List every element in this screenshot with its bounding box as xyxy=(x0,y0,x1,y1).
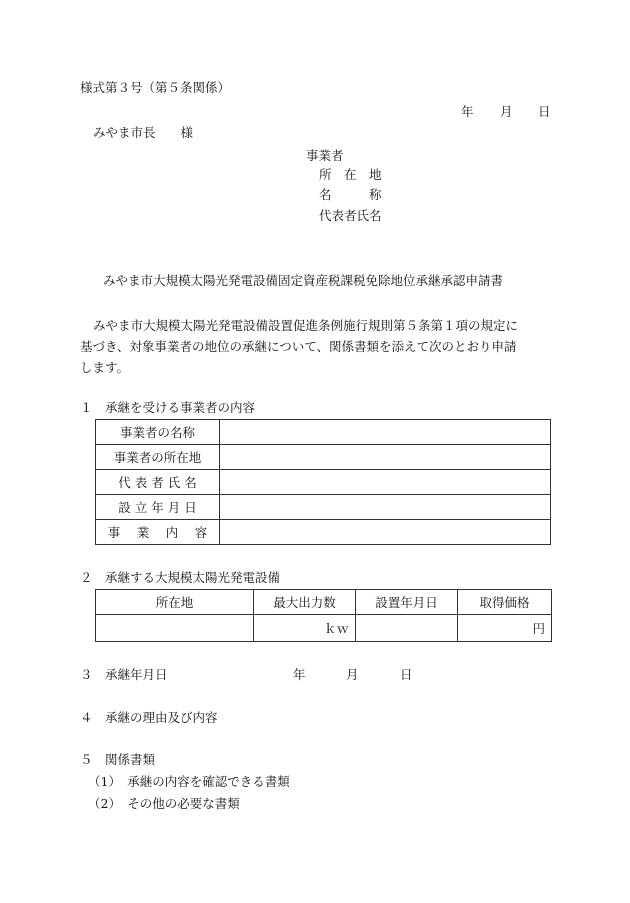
column-header-max-output: 最大出力数 xyxy=(254,590,356,615)
column-header-acquisition-price: 取得価格 xyxy=(458,590,552,615)
date-day-label: 日 xyxy=(538,104,551,119)
related-document-item: （1） 承継の内容を確認できる書類 xyxy=(88,774,290,789)
succession-month-label: 月 xyxy=(346,667,359,682)
table-value-cell[interactable] xyxy=(220,495,551,520)
table-label-cell: 設 立 年 月 日 xyxy=(96,495,220,520)
succession-year-label: 年 xyxy=(293,667,306,682)
acquisition-price-cell[interactable]: 円 xyxy=(458,615,552,642)
table-value-cell[interactable] xyxy=(220,470,551,495)
related-document-item: （2） その他の必要な書類 xyxy=(88,796,240,811)
table-row xyxy=(96,420,551,445)
body-line-2: 基づき、対象事業者の地位の承継について、関係書類を添えて次のとおり申請 xyxy=(80,339,517,354)
body-line-1: みやま市大規模太陽光発電設備設置促進条例施行規則第５条第１項の規定に xyxy=(93,318,519,333)
section-4-heading: ４ 承継の理由及び内容 xyxy=(80,710,218,725)
table-header-row xyxy=(96,590,552,615)
body-line-3: します。 xyxy=(80,360,130,375)
table-value-cell[interactable] xyxy=(220,520,551,545)
succession-day-label: 日 xyxy=(400,667,413,682)
date-year-label: 年 xyxy=(461,104,474,119)
form-number: 様式第３号（第５条関係） xyxy=(80,80,231,95)
table-value-cell[interactable] xyxy=(220,420,551,445)
section-3-heading: ３ 承継年月日 xyxy=(80,667,168,682)
applicant-name-label: 名 称 xyxy=(319,187,382,202)
table-row xyxy=(96,495,551,520)
column-header-location: 所在地 xyxy=(96,590,254,615)
table-label-cell: 事 業 内 容 xyxy=(96,520,220,545)
table-row xyxy=(96,445,551,470)
date-month-label: 月 xyxy=(500,104,513,119)
install-date-cell[interactable] xyxy=(356,615,458,642)
column-header-install-date: 設置年月日 xyxy=(356,590,458,615)
table-label-cell: 事業者の所在地 xyxy=(96,445,220,470)
section-5-heading: ５ 関係書類 xyxy=(80,752,156,767)
table-label-cell: 事業者の名称 xyxy=(96,420,220,445)
successor-info-table xyxy=(95,419,551,545)
facility-table xyxy=(95,589,552,642)
table-label-cell: 代 表 者 氏 名 xyxy=(96,470,220,495)
location-cell[interactable] xyxy=(96,615,254,642)
addressee: みやま市長 様 xyxy=(93,125,194,140)
table-row xyxy=(96,470,551,495)
applicant-address-label: 所 在 地 xyxy=(319,167,382,182)
document-title: みやま市大規模太陽光発電設備固定資産税課税免除地位承継承認申請書 xyxy=(103,273,504,288)
applicant-representative-label: 代表者氏名 xyxy=(319,208,382,223)
section-2-heading: ２ 承継する大規模太陽光発電設備 xyxy=(80,570,281,585)
table-row xyxy=(96,615,552,642)
max-output-cell[interactable]: ｋｗ xyxy=(254,615,356,642)
section-1-heading: １ 承継を受ける事業者の内容 xyxy=(80,400,256,415)
table-value-cell[interactable] xyxy=(220,445,551,470)
applicant-heading: 事業者 xyxy=(306,148,344,163)
table-row xyxy=(96,520,551,545)
